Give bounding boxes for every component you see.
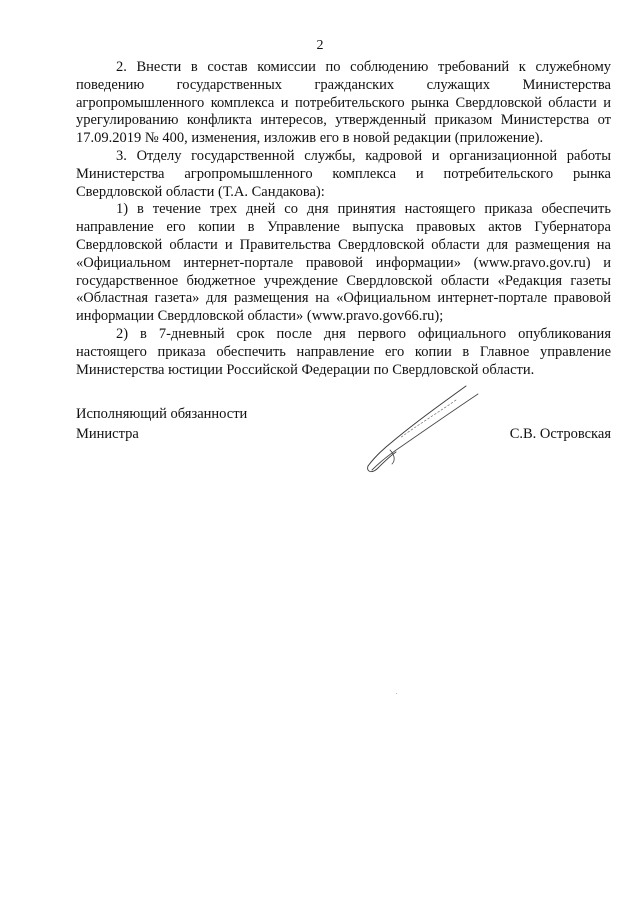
handwritten-signature (356, 380, 486, 480)
signature-block (76, 404, 611, 494)
scan-speck (396, 693, 397, 694)
document-body (76, 59, 611, 379)
page-number: 2 (316, 38, 324, 53)
subparagraph-item-1: 1) в течение трех дней со дня принятия настоящего приказа обеспечить направление его копии в Управление выпуска правовых актов Губернатора Свердловской области и Правительства Свердловской области для размещения на «Официальном интернет-портале правовой информации» (www.pravo.gov.ru) и государственное бюджетное учреждение Свердловской области «Редакция газеты «Областная газета» для размещения на «Официальном интернет-портале правовой информации Свердловской области» (www.pravo.gov66.ru); (76, 201, 611, 325)
paragraph-item-2: 2. Внести в состав комиссии по соблюдению требований к служебному поведению государственных гражданских служащих Министерства агропромышленного комплекса и потребительского рынка Свердловской области и урегулированию конфликта интересов, утвержденный приказом Министерства от 17.09.2019 № 400, изменения, изложив его в новой редакции (приложение). (76, 59, 611, 147)
paragraph-item-3: 3. Отделу государственной службы, кадровой и организационной работы Министерства агропромышленного комплекса и потребительского рынка Свердловской области (Т.А. Сандакова): (76, 147, 611, 200)
signatory-name: С.В. Островская (509, 426, 611, 442)
signatory-position-line-1: Исполняющий обязанности (76, 406, 248, 422)
subparagraph-item-2: 2) в 7-дневный срок после дня первого официального опубликования настоящего приказа обеспечить направление его копии в Главное управление Министерства юстиции Российской Федерации по Свердловской области. (76, 325, 611, 378)
signatory-position-line-2: Министра (76, 426, 139, 442)
